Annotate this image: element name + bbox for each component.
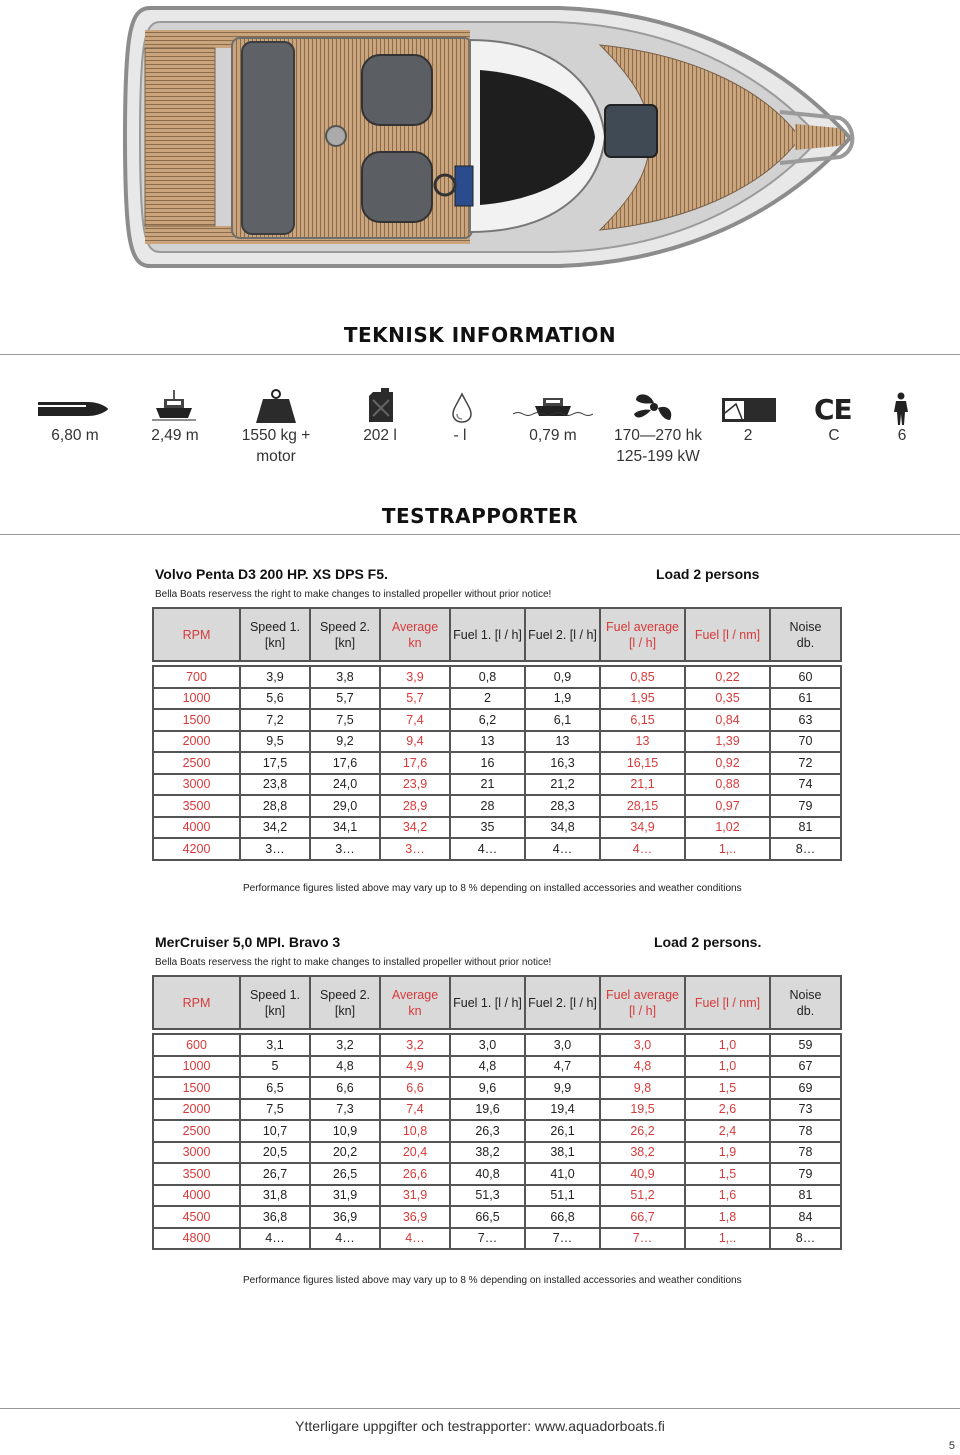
table-cell: 4,7 (525, 1056, 600, 1078)
column-header: Fuel 2. [l / h] (525, 608, 600, 661)
load-label: Load 2 persons. (654, 934, 762, 950)
table-cell: 4… (450, 838, 525, 860)
table-row (153, 1120, 841, 1142)
table-cell: 6,2 (450, 709, 525, 731)
table-cell: 69 (770, 1077, 841, 1099)
table-cell: 5 (240, 1056, 310, 1078)
column-header: Fuel average [l / h] (600, 608, 685, 661)
table-cell: 34,2 (240, 817, 310, 839)
table-cell: 3,0 (450, 1034, 525, 1056)
table-row (153, 1163, 841, 1185)
berths-icon (722, 398, 776, 422)
table-row (153, 1206, 841, 1228)
table-cell: 3,9 (380, 666, 450, 688)
table-cell: 13 (600, 731, 685, 753)
table-cell: 7,4 (380, 1099, 450, 1121)
table-cell: 19,6 (450, 1099, 525, 1121)
table-cell: 10,7 (240, 1120, 310, 1142)
table-cell: 17,5 (240, 752, 310, 774)
table-cell: 28,15 (600, 795, 685, 817)
table-row (153, 1099, 841, 1121)
table-cell: 10,8 (380, 1120, 450, 1142)
table-row (153, 709, 841, 731)
table-row (153, 795, 841, 817)
table-cell: 1,5 (685, 1163, 770, 1185)
table-cell: 5,7 (310, 688, 380, 710)
table-cell: 6,6 (310, 1077, 380, 1099)
table-header-row (153, 608, 841, 661)
table-cell: 4800 (153, 1228, 240, 1250)
table-cell: 4,9 (380, 1056, 450, 1078)
table-cell: 20,4 (380, 1142, 450, 1164)
water-tank-icon (451, 392, 473, 424)
column-header: Fuel 1. [l / h] (450, 976, 525, 1029)
table-cell: 7,3 (310, 1099, 380, 1121)
table-cell: 28,3 (525, 795, 600, 817)
table-cell: 78 (770, 1120, 841, 1142)
page-number: 5 (948, 1440, 955, 1452)
table-cell: 66,7 (600, 1206, 685, 1228)
table-row (153, 731, 841, 753)
table-cell: 3000 (153, 774, 240, 796)
table-row (153, 817, 841, 839)
spec-length: 6,80 m (51, 427, 99, 444)
table-cell: 8… (770, 838, 841, 860)
footer-divider (0, 1408, 960, 1409)
table-cell: 31,9 (310, 1185, 380, 1207)
engine-title: MerCruiser 5,0 MPI. Bravo 3 (155, 934, 341, 950)
table-cell: 19,5 (600, 1099, 685, 1121)
table-cell: 26,7 (240, 1163, 310, 1185)
table-cell: 10,9 (310, 1120, 380, 1142)
spec-fuel-tank: 202 l (363, 427, 397, 444)
table-cell: 3,8 (310, 666, 380, 688)
table-cell: 8… (770, 1228, 841, 1250)
table-cell: 0,92 (685, 752, 770, 774)
table-cell: 1000 (153, 688, 240, 710)
table-cell: 4000 (153, 1185, 240, 1207)
column-header: RPM (153, 976, 240, 1029)
table-cell: 34,2 (380, 817, 450, 839)
table-cell: 1,02 (685, 817, 770, 839)
table-cell: 51,2 (600, 1185, 685, 1207)
table-cell: 23,8 (240, 774, 310, 796)
table-cell: 5,6 (240, 688, 310, 710)
table-cell: 4,8 (600, 1056, 685, 1078)
table-cell: 36,9 (310, 1206, 380, 1228)
table-cell: 0,9 (525, 666, 600, 688)
table-cell: 2500 (153, 752, 240, 774)
column-header: RPM (153, 608, 240, 661)
table-cell: 3… (240, 838, 310, 860)
table-cell: 40,9 (600, 1163, 685, 1185)
table-cell: 21,1 (600, 774, 685, 796)
table-cell: 2 (450, 688, 525, 710)
table-cell: 1,6 (685, 1185, 770, 1207)
table-cell: 4… (600, 838, 685, 860)
table-cell: 2,6 (685, 1099, 770, 1121)
table-cell: 1,.. (685, 1228, 770, 1250)
divider (0, 354, 960, 355)
column-header: Speed 1. [kn] (240, 976, 310, 1029)
table-cell: 0,35 (685, 688, 770, 710)
table-cell: 7,4 (380, 709, 450, 731)
boat-top-view-illustration (0, 0, 960, 275)
spec-persons: 6 (897, 427, 907, 444)
table-cell: 4… (240, 1228, 310, 1250)
table-cell: 1,5 (685, 1077, 770, 1099)
table-cell: 67 (770, 1056, 841, 1078)
column-header: Noise db. (770, 608, 841, 661)
table-cell: 9,2 (310, 731, 380, 753)
person-icon (893, 392, 909, 426)
table-cell: 61 (770, 688, 841, 710)
column-header: Speed 2. [kn] (310, 976, 380, 1029)
table-cell: 3,2 (380, 1034, 450, 1056)
table-cell: 9,6 (450, 1077, 525, 1099)
ce-mark-icon: CE (814, 393, 852, 426)
column-header: Noise db. (770, 976, 841, 1029)
divider (0, 534, 960, 535)
table-cell: 21,2 (525, 774, 600, 796)
table-row (153, 1228, 841, 1250)
table-cell: 31,8 (240, 1185, 310, 1207)
table-row (153, 1034, 841, 1056)
table-cell: 1,9 (525, 688, 600, 710)
table-cell: 1000 (153, 1056, 240, 1078)
table-cell: 3,2 (310, 1034, 380, 1056)
table-cell: 9,8 (600, 1077, 685, 1099)
table-row (153, 1142, 841, 1164)
table-cell: 13 (450, 731, 525, 753)
table-cell: 35 (450, 817, 525, 839)
table-cell: 1,9 (685, 1142, 770, 1164)
table-header-row (153, 976, 841, 1029)
table-row (153, 1185, 841, 1207)
table-cell: 1,39 (685, 731, 770, 753)
table-cell: 81 (770, 1185, 841, 1207)
table-cell: 3,9 (240, 666, 310, 688)
table-cell: 7,5 (240, 1099, 310, 1121)
table-cell: 73 (770, 1099, 841, 1121)
table-cell: 17,6 (310, 752, 380, 774)
table-cell: 3000 (153, 1142, 240, 1164)
table-cell: 79 (770, 1163, 841, 1185)
section-title-test-reports: TESTRAPPORTER (381, 504, 579, 528)
table-cell: 34,9 (600, 817, 685, 839)
column-header: Fuel 2. [l / h] (525, 976, 600, 1029)
hull-length-icon (36, 396, 110, 422)
table-cell: 38,1 (525, 1142, 600, 1164)
table-cell: 20,2 (310, 1142, 380, 1164)
table-cell: 7,2 (240, 709, 310, 731)
table-cell: 1,0 (685, 1056, 770, 1078)
table-cell: 7… (600, 1228, 685, 1250)
table-cell: 26,6 (380, 1163, 450, 1185)
spec-engine-power: 170—270 hk 125-199 kW (614, 427, 702, 465)
table-cell: 74 (770, 774, 841, 796)
table-cell: 59 (770, 1034, 841, 1056)
propeller-notice: Bella Boats reservess the right to make changes to installed propeller without prior notice! (155, 589, 552, 600)
table-cell: 78 (770, 1142, 841, 1164)
draught-icon (513, 392, 593, 422)
table-cell: 0,85 (600, 666, 685, 688)
table-cell: 1500 (153, 709, 240, 731)
table-cell: 21 (450, 774, 525, 796)
propeller-notice: Bella Boats reservess the right to make changes to installed propeller without prior notice! (155, 957, 552, 968)
column-header: Average kn (380, 608, 450, 661)
table-cell: 7,5 (310, 709, 380, 731)
table-cell: 70 (770, 731, 841, 753)
table-cell: 5,7 (380, 688, 450, 710)
table-cell: 4000 (153, 817, 240, 839)
table-cell: 2,4 (685, 1120, 770, 1142)
table-cell: 0,88 (685, 774, 770, 796)
fuel-tank-icon (365, 388, 397, 424)
table-cell: 24,0 (310, 774, 380, 796)
table-cell: 4,8 (310, 1056, 380, 1078)
table-cell: 38,2 (600, 1142, 685, 1164)
table-cell: 4… (525, 838, 600, 860)
test-report-table (152, 975, 842, 1250)
test-report-table (152, 607, 842, 861)
table-row (153, 1056, 841, 1078)
table-cell: 0,22 (685, 666, 770, 688)
table-cell: 60 (770, 666, 841, 688)
table-cell: 28 (450, 795, 525, 817)
table-cell: 38,2 (450, 1142, 525, 1164)
table-cell: 6,5 (240, 1077, 310, 1099)
table-cell: 700 (153, 666, 240, 688)
table-cell: 7… (525, 1228, 600, 1250)
weight-icon (255, 389, 297, 425)
spec-draught: 0,79 m (529, 427, 577, 444)
table-cell: 79 (770, 795, 841, 817)
table-cell: 6,6 (380, 1077, 450, 1099)
table-cell: 72 (770, 752, 841, 774)
table-cell: 28,8 (240, 795, 310, 817)
table-cell: 51,3 (450, 1185, 525, 1207)
table-cell: 66,5 (450, 1206, 525, 1228)
table-cell: 6,1 (525, 709, 600, 731)
engine-title: Volvo Penta D3 200 HP. XS DPS F5. (155, 566, 388, 582)
table-cell: 9,4 (380, 731, 450, 753)
table-row (153, 666, 841, 688)
column-header: Fuel [l / nm] (685, 608, 770, 661)
table-cell: 84 (770, 1206, 841, 1228)
table-cell: 81 (770, 817, 841, 839)
table-cell: 9,5 (240, 731, 310, 753)
column-header: Speed 1. [kn] (240, 608, 310, 661)
load-label: Load 2 persons (656, 566, 760, 582)
performance-note: Performance figures listed above may vary up to 8 % depending on installed accessories and weather conditions (243, 883, 742, 894)
table-cell: 3500 (153, 795, 240, 817)
spec-beam: 2,49 m (151, 427, 199, 444)
table-cell: 40,8 (450, 1163, 525, 1185)
table-cell: 1,8 (685, 1206, 770, 1228)
table-cell: 23,9 (380, 774, 450, 796)
column-header: Speed 2. [kn] (310, 608, 380, 661)
table-cell: 17,6 (380, 752, 450, 774)
footer-link-text: Ytterligare uppgifter och testrapporter: www.aquadorboats.fi (295, 1418, 665, 1434)
table-cell: 34,8 (525, 817, 600, 839)
table-cell: 1500 (153, 1077, 240, 1099)
table-cell: 29,0 (310, 795, 380, 817)
beam-width-icon (152, 390, 196, 422)
table-cell: 3… (380, 838, 450, 860)
table-cell: 4500 (153, 1206, 240, 1228)
table-cell: 19,4 (525, 1099, 600, 1121)
table-cell: 4200 (153, 838, 240, 860)
table-cell: 600 (153, 1034, 240, 1056)
column-header: Average kn (380, 976, 450, 1029)
table-cell: 0,8 (450, 666, 525, 688)
table-cell: 16 (450, 752, 525, 774)
table-cell: 2000 (153, 1099, 240, 1121)
table-cell: 2000 (153, 731, 240, 753)
table-cell: 13 (525, 731, 600, 753)
section-title-tech-info: TEKNISK INFORMATION (343, 323, 617, 347)
table-cell: 7… (450, 1228, 525, 1250)
table-cell: 63 (770, 709, 841, 731)
table-cell: 2500 (153, 1120, 240, 1142)
table-cell: 16,3 (525, 752, 600, 774)
table-cell: 4,8 (450, 1056, 525, 1078)
spec-ce-category: C (828, 427, 840, 444)
table-cell: 28,9 (380, 795, 450, 817)
spec-berths: 2 (743, 427, 753, 444)
propeller-icon (632, 390, 676, 424)
table-cell: 26,3 (450, 1120, 525, 1142)
spec-weight: 1550 kg + motor (241, 427, 311, 465)
table-cell: 4… (380, 1228, 450, 1250)
table-cell: 31,9 (380, 1185, 450, 1207)
table-cell: 20,5 (240, 1142, 310, 1164)
table-cell: 34,1 (310, 817, 380, 839)
table-cell: 1,.. (685, 838, 770, 860)
table-cell: 3,0 (600, 1034, 685, 1056)
table-row (153, 838, 841, 860)
table-row (153, 752, 841, 774)
performance-note: Performance figures listed above may vary up to 8 % depending on installed accessories and weather conditions (243, 1275, 742, 1286)
column-header: Fuel average [l / h] (600, 976, 685, 1029)
table-row (153, 1077, 841, 1099)
table-cell: 3500 (153, 1163, 240, 1185)
table-cell: 1,0 (685, 1034, 770, 1056)
table-cell: 41,0 (525, 1163, 600, 1185)
table-cell: 0,84 (685, 709, 770, 731)
column-header: Fuel 1. [l / h] (450, 608, 525, 661)
spec-water-tank: - l (453, 427, 467, 444)
table-cell: 36,8 (240, 1206, 310, 1228)
table-cell: 6,15 (600, 709, 685, 731)
table-cell: 26,5 (310, 1163, 380, 1185)
table-cell: 4… (310, 1228, 380, 1250)
table-cell: 36,9 (380, 1206, 450, 1228)
table-row (153, 774, 841, 796)
table-cell: 26,2 (600, 1120, 685, 1142)
table-cell: 26,1 (525, 1120, 600, 1142)
table-cell: 51,1 (525, 1185, 600, 1207)
table-cell: 3… (310, 838, 380, 860)
column-header: Fuel [l / nm] (685, 976, 770, 1029)
table-cell: 9,9 (525, 1077, 600, 1099)
table-cell: 1,95 (600, 688, 685, 710)
table-row (153, 688, 841, 710)
table-cell: 3,0 (525, 1034, 600, 1056)
table-cell: 0,97 (685, 795, 770, 817)
table-cell: 66,8 (525, 1206, 600, 1228)
table-cell: 16,15 (600, 752, 685, 774)
table-cell: 3,1 (240, 1034, 310, 1056)
